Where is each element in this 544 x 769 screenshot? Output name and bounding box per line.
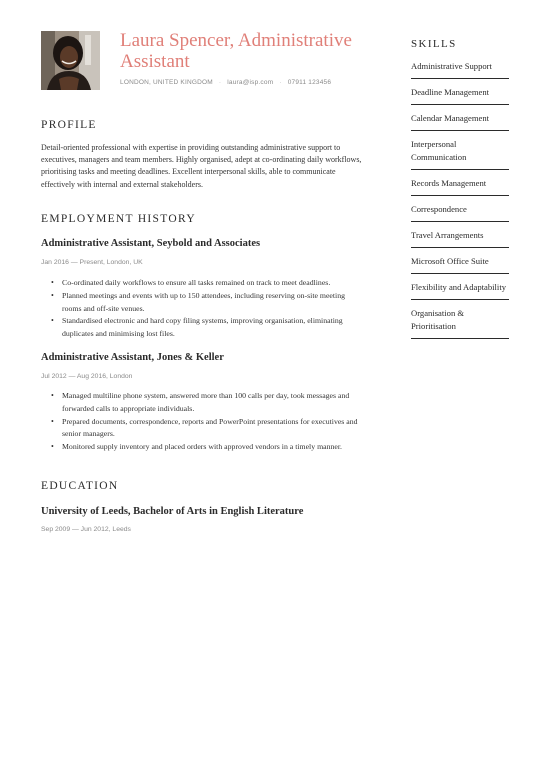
bullet-icon: • — [51, 391, 54, 400]
employment-heading: EMPLOYMENT HISTORY — [41, 213, 196, 225]
profile-heading: PROFILE — [41, 119, 97, 131]
skill-item: Correspondence — [411, 196, 509, 222]
candidate-name: Laura Spencer, Administrative Assistant — [120, 30, 352, 72]
bullet-icon: • — [51, 316, 54, 326]
list-item: • Co-ordinated daily workflows to ensure all tasks remained on track to meet deadlines. — [51, 277, 363, 290]
skill-item: Records Management — [411, 170, 509, 196]
skills-list — [411, 53, 509, 339]
skill-item: Deadline Management — [411, 79, 509, 105]
education-meta: Sep 2009 — Jun 2012, Leeds — [41, 526, 131, 533]
skill-item: Interpersonal Communication — [411, 131, 509, 170]
education-title: University of Leeds, Bachelor of Arts in English Literature — [41, 506, 304, 517]
list-item: • Monitored supply inventory and placed orders with approved vendors in a timely manner. — [51, 441, 363, 454]
job-meta: Jan 2016 — Present, London, UK — [41, 259, 143, 266]
separator: · — [279, 79, 282, 86]
bullet-icon: • — [51, 442, 54, 452]
email[interactable]: laura@isp.com — [227, 79, 274, 86]
job-bullets — [51, 390, 363, 454]
profile-photo — [41, 31, 100, 90]
skill-item: Travel Arrangements — [411, 222, 509, 248]
bullet-icon: • — [51, 290, 54, 300]
skill-item: Microsoft Office Suite — [411, 248, 509, 274]
skill-item: Organisation & Prioritisation — [411, 300, 509, 339]
job-bullets — [51, 277, 363, 341]
list-item: • Prepared documents, correspondence, reports and PowerPoint presentations for executives and senior managers. — [51, 416, 358, 439]
skill-item: Calendar Management — [411, 105, 509, 131]
skills-heading: SKILLS — [411, 38, 457, 50]
job-title: Administrative Assistant, Seybold and Associates — [41, 238, 261, 249]
skill-item: Administrative Support — [411, 53, 509, 79]
separator: · — [218, 79, 222, 86]
bullet-icon: • — [51, 278, 54, 287]
bullet-icon: • — [51, 416, 54, 426]
contact-line — [120, 79, 331, 86]
location: LONDON, UNITED KINGDOM — [120, 79, 213, 86]
list-item: • Managed multiline phone system, answered more than 100 calls per day, took messages and forwarded calls to appropriate individuals. — [51, 391, 350, 413]
job-meta: Jul 2012 — Aug 2016, London — [41, 373, 133, 380]
education-heading: EDUCATION — [41, 480, 119, 492]
phone: 07911 123456 — [287, 79, 332, 86]
list-item: • Standardised electronic and hard copy filing systems, improving organisation, eliminating duplicates and minimising lost files. — [51, 316, 343, 339]
list-item: • Planned meetings and events with up to 150 attendees, including reserving on-site meeting rooms and off-site venues. — [51, 290, 346, 313]
profile-text: Detail-oriented professional with expertise in providing outstanding administrative support to executives, managers and team members. Highly organised, adept at co-ordinating daily workflows, prioritising tasks and meeting deadlines. Excellent interpersonal skills, able to communicate effectively with internal and external stakeholders. — [41, 143, 362, 189]
job-title: Administrative Assistant, Jones & Keller — [41, 352, 224, 363]
skill-item: Flexibility and Adaptability — [411, 274, 509, 300]
